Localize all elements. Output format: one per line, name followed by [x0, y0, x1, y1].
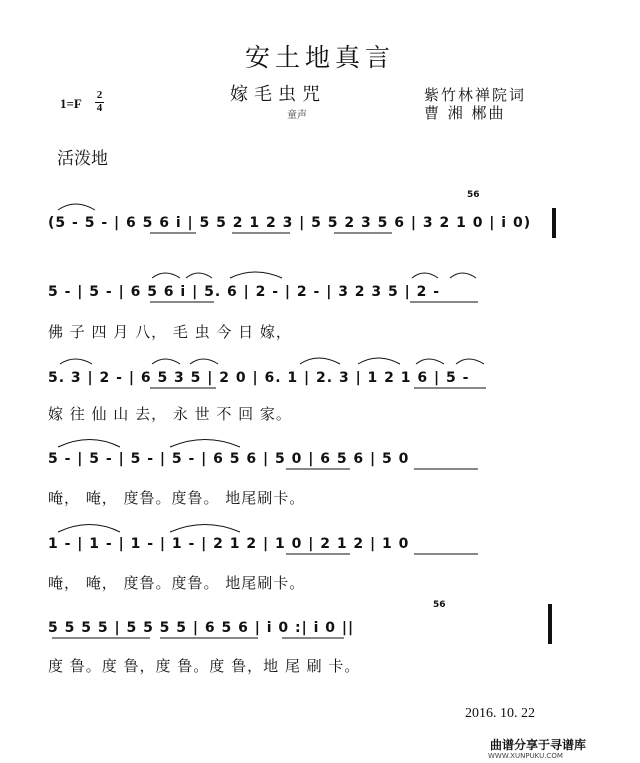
notation-row-5: 1 - | 1 - | 1 - | 1 - | 2 1 2 | 1 0 | 2 1 2 | 1 0 — [48, 536, 410, 552]
time-bottom: 4 — [96, 102, 103, 114]
voice-label: 童声 — [287, 110, 307, 121]
slur-mark — [170, 525, 240, 533]
notation-row-6: 5 5 5 5 | 5 5 5 5 | 6 5 6 | i 0 :| i 0 || — [48, 620, 355, 636]
slur-mark — [58, 204, 95, 210]
lyric-row-6: 度 鲁。度 鲁，度 鲁。度 鲁，地 尾 刷 卡。 — [48, 657, 361, 675]
slur-mark — [412, 273, 438, 278]
key-signature: 1=F — [60, 96, 82, 111]
watermark-url: WWW.XUNPUKU.COM — [488, 752, 563, 760]
slur-mark — [58, 440, 120, 448]
grace-note-intro: 56 — [467, 190, 480, 200]
slur-mark — [230, 272, 282, 278]
notation-row-1: (5 - 5 - | 6 5 6 i | 5 5 2 1 2 3 | 5 5 2 3 5 6 | 3 2 1 0 | i 0) — [48, 215, 532, 231]
watermark-text: 曲谱分享于寻谱库 — [490, 738, 587, 752]
song-subtitle: 嫁毛虫咒 — [230, 84, 326, 105]
slur-mark — [190, 359, 218, 364]
time-top: 2 — [96, 89, 103, 101]
slur-mark — [416, 359, 444, 364]
final-barline — [552, 208, 556, 238]
lyric-row-3: 嫁 往 仙 山 去， 永 世 不 回 家。 — [48, 405, 292, 423]
notation-row-3: 5. 3 | 2 - | 6 5 3 5 | 2 0 | 6. 1 | 2. 3 | 1 2 1 6 | 5 - — [48, 370, 470, 386]
slur-mark — [358, 358, 400, 364]
slur-mark — [186, 273, 212, 278]
notation-row-4: 5 - | 5 - | 5 - | 5 - | 6 5 6 | 5 0 | 6 5 6 | 5 0 — [48, 451, 410, 467]
grace-note-ending: 56 — [433, 600, 446, 610]
lyricist-credit: 紫竹林禅院词 — [424, 86, 527, 104]
final-double-barline — [548, 604, 552, 644]
slur-mark — [450, 273, 476, 278]
slur-mark — [60, 359, 92, 364]
slur-mark — [170, 440, 240, 448]
tempo-marking: 活泼地 — [57, 149, 108, 169]
song-title: 安土地真言 — [244, 43, 395, 72]
lyric-row-2: 佛 子 四 月 八， 毛 虫 今 日 嫁， — [48, 323, 292, 341]
slur-mark — [456, 359, 484, 364]
lyric-row-5: 唵， 唵， 度鲁。度鲁。 地尾刷卡。 — [48, 574, 306, 592]
composer-credit: 曹 湘 郴曲 — [424, 104, 506, 122]
lyric-row-4: 唵， 唵， 度鲁。度鲁。 地尾刷卡。 — [48, 489, 306, 507]
slur-mark — [300, 358, 340, 364]
date-stamp: 2016. 10. 22 — [465, 706, 535, 721]
slur-mark — [152, 273, 180, 278]
notation-row-2: 5 - | 5 - | 6 5 6 i | 5. 6 | 2 - | 2 - | 3 2 3 5 | 2 - — [48, 284, 441, 300]
slur-mark — [152, 359, 180, 364]
slur-mark — [58, 525, 120, 533]
